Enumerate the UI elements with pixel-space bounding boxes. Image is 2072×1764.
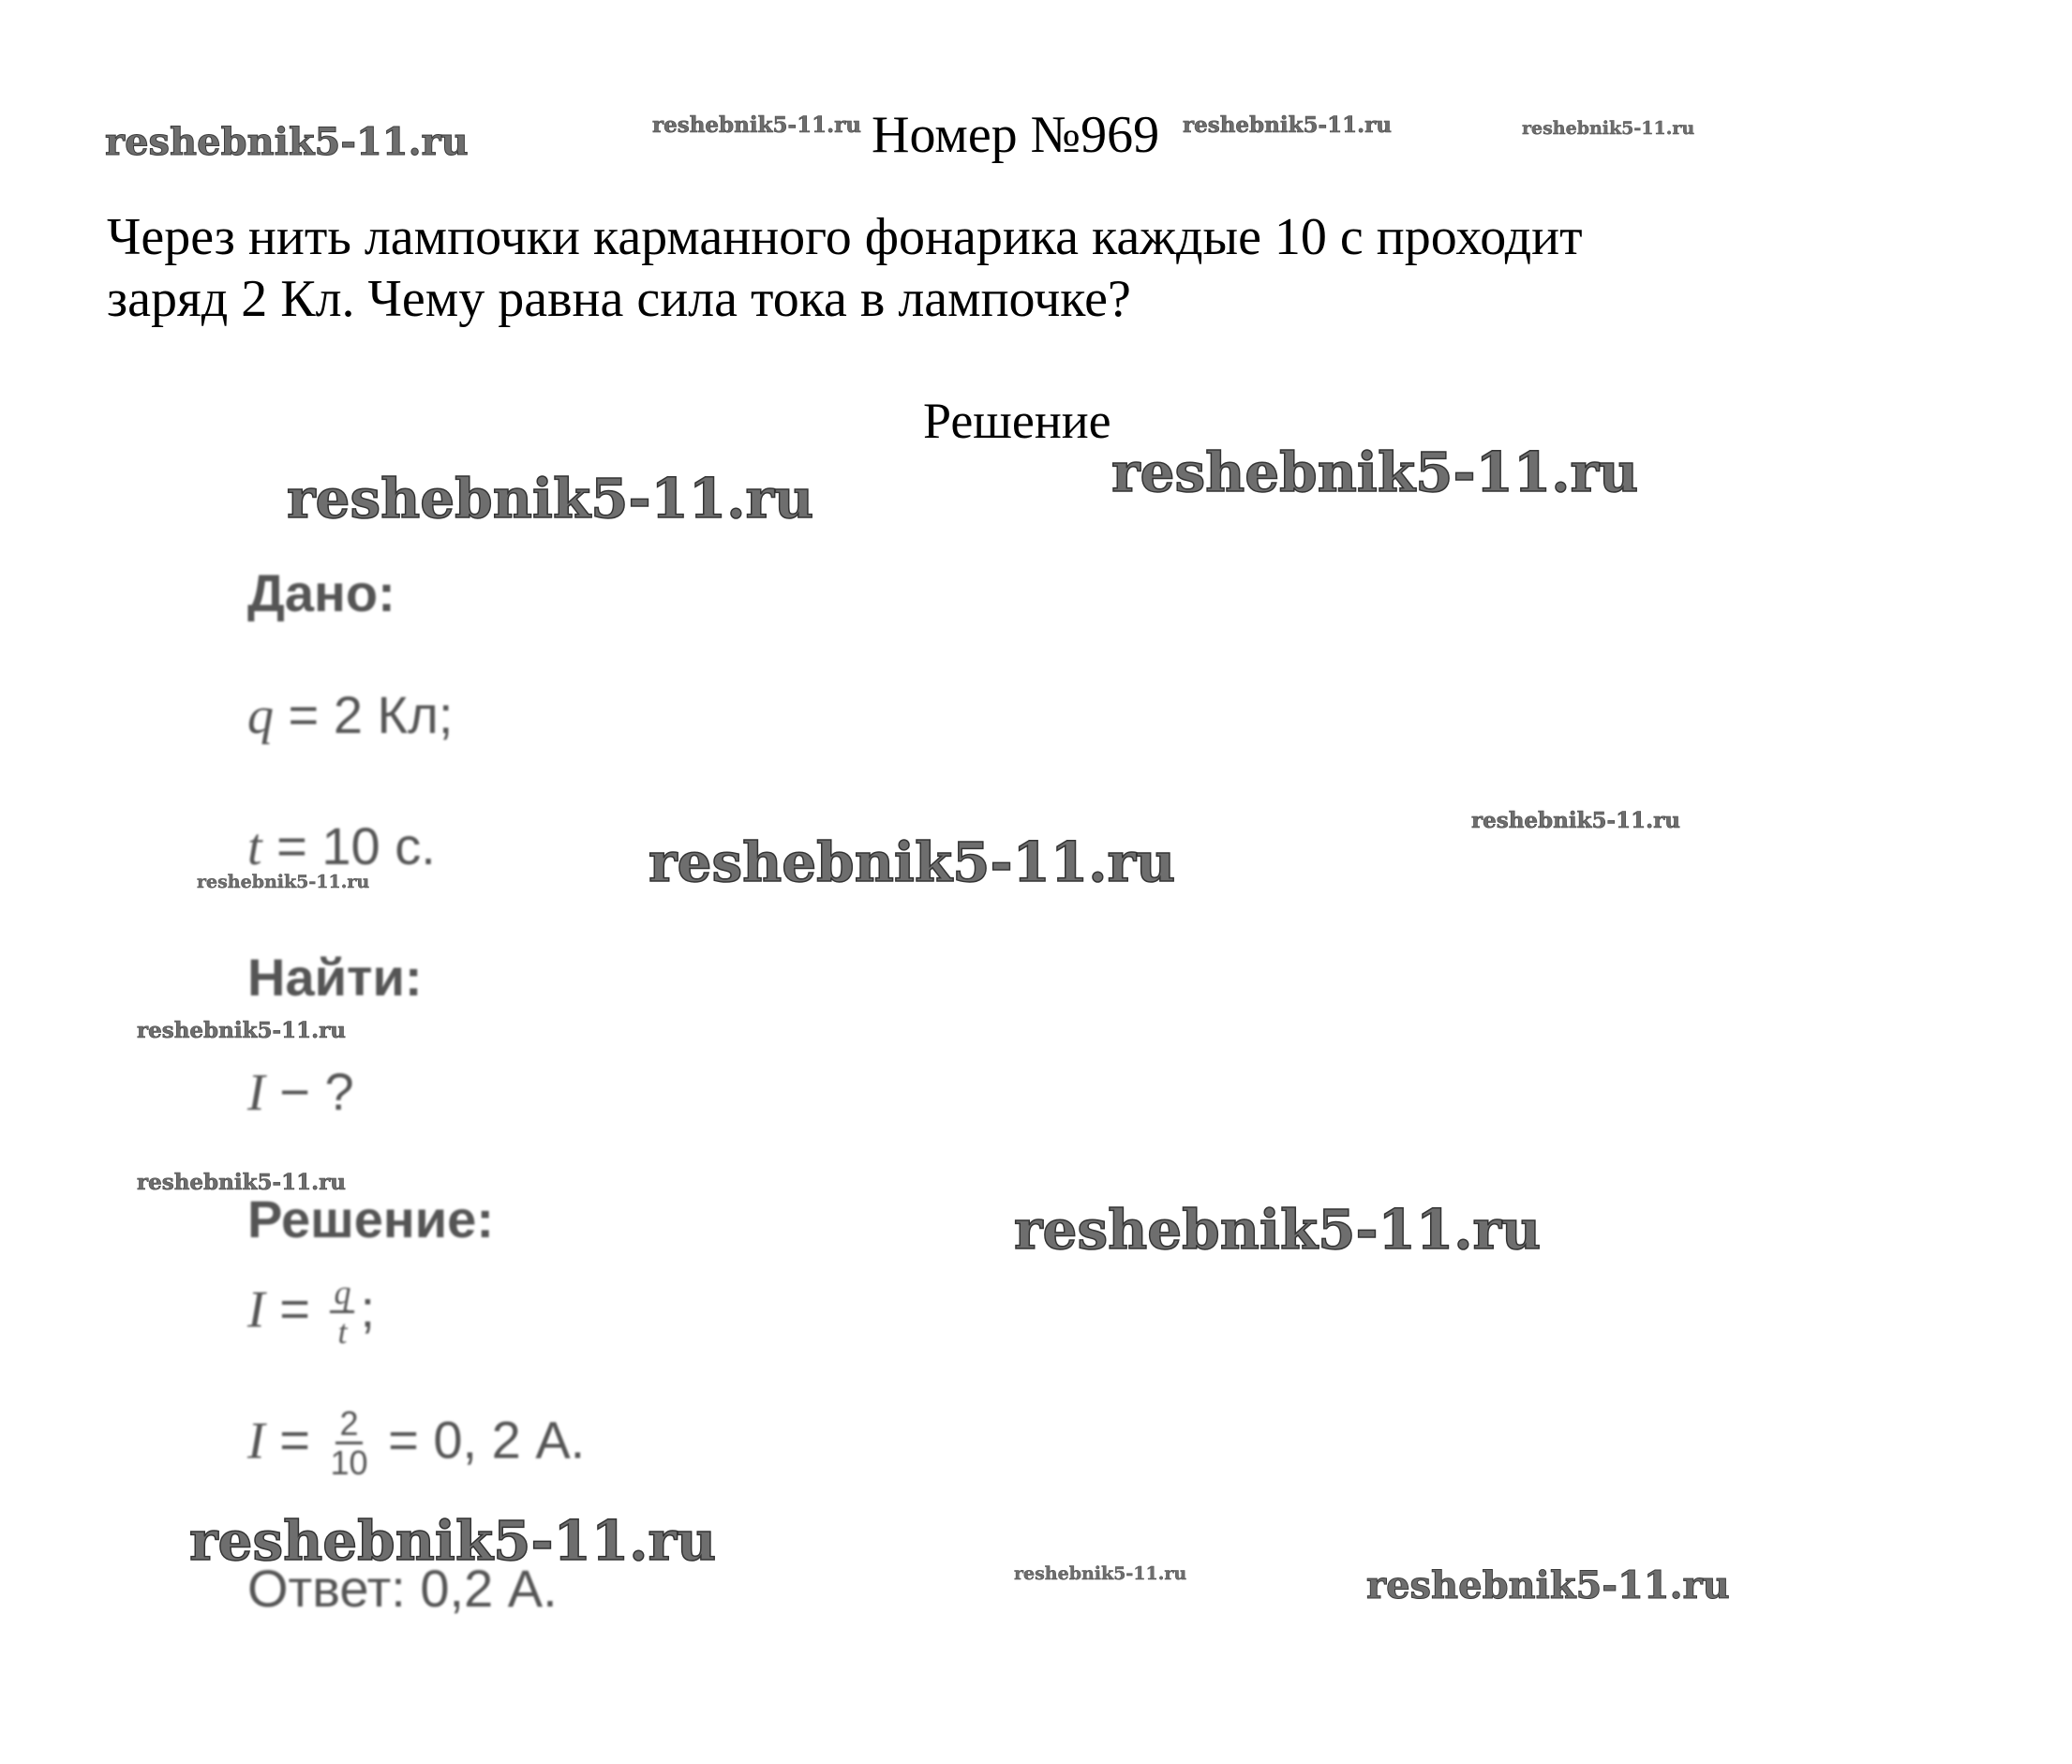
watermark: reshebnik5-11.ru [1183, 112, 1392, 138]
semicolon: ; [360, 1278, 376, 1338]
given-time-value: = 10 с. [261, 816, 436, 875]
watermark: reshebnik5-11.ru [1522, 118, 1695, 139]
var-i: I [247, 1412, 265, 1471]
watermark: reshebnik5-11.ru [197, 872, 370, 892]
given-time [247, 815, 436, 877]
watermark: reshebnik5-11.ru [648, 830, 1176, 894]
answer: Ответ: 0,2 А. [247, 1559, 558, 1618]
solution-formula [247, 1275, 375, 1351]
find-unknown-rest: − ? [264, 1062, 354, 1121]
find-label: Найти: [247, 948, 423, 1007]
watermark: reshebnik5-11.ru [105, 120, 469, 164]
equals-sign: = [264, 1410, 325, 1470]
watermark: reshebnik5-11.ru [1014, 1198, 1542, 1262]
calculation-result: = 0, 2 А. [373, 1410, 586, 1470]
fraction-numerator: q [330, 1275, 354, 1313]
watermark: reshebnik5-11.ru [189, 1509, 717, 1573]
fraction-denominator: 10 [330, 1443, 368, 1482]
fraction [330, 1406, 367, 1482]
solution-label: Решение: [247, 1189, 494, 1248]
problem-line: Через нить лампочки карманного фонарика каждые 10 с проходит [107, 208, 1583, 266]
watermark: reshebnik5-11.ru [652, 112, 861, 138]
equals-sign: = [264, 1278, 325, 1338]
watermark: reshebnik5-11.ru [137, 1018, 346, 1043]
find-unknown [247, 1061, 354, 1123]
var-q: q [247, 687, 274, 745]
watermark: reshebnik5-11.ru [1366, 1563, 1730, 1607]
given-label: Дано: [247, 563, 395, 622]
watermark: reshebnik5-11.ru [1471, 808, 1680, 833]
watermark: reshebnik5-11.ru [137, 1170, 346, 1195]
given-charge [247, 684, 453, 746]
watermark: reshebnik5-11.ru [1111, 441, 1639, 504]
fraction-denominator: t [337, 1313, 348, 1351]
problem-statement [107, 206, 1794, 330]
var-i: I [247, 1280, 265, 1339]
watermark: reshebnik5-11.ru [1014, 1563, 1187, 1584]
given-charge-value: = 2 Кл; [274, 685, 454, 744]
fraction [330, 1275, 354, 1351]
solution-heading: Решение [923, 393, 1111, 449]
solution-calculation [247, 1406, 585, 1482]
watermark: reshebnik5-11.ru [287, 467, 814, 531]
problem-line: заряд 2 Кл. Чему равна сила тока в лампочке? [107, 270, 1131, 328]
page-title: Номер №969 [872, 106, 1160, 164]
fraction-numerator: 2 [335, 1406, 362, 1444]
var-t: t [247, 818, 262, 876]
var-i: I [247, 1064, 265, 1122]
